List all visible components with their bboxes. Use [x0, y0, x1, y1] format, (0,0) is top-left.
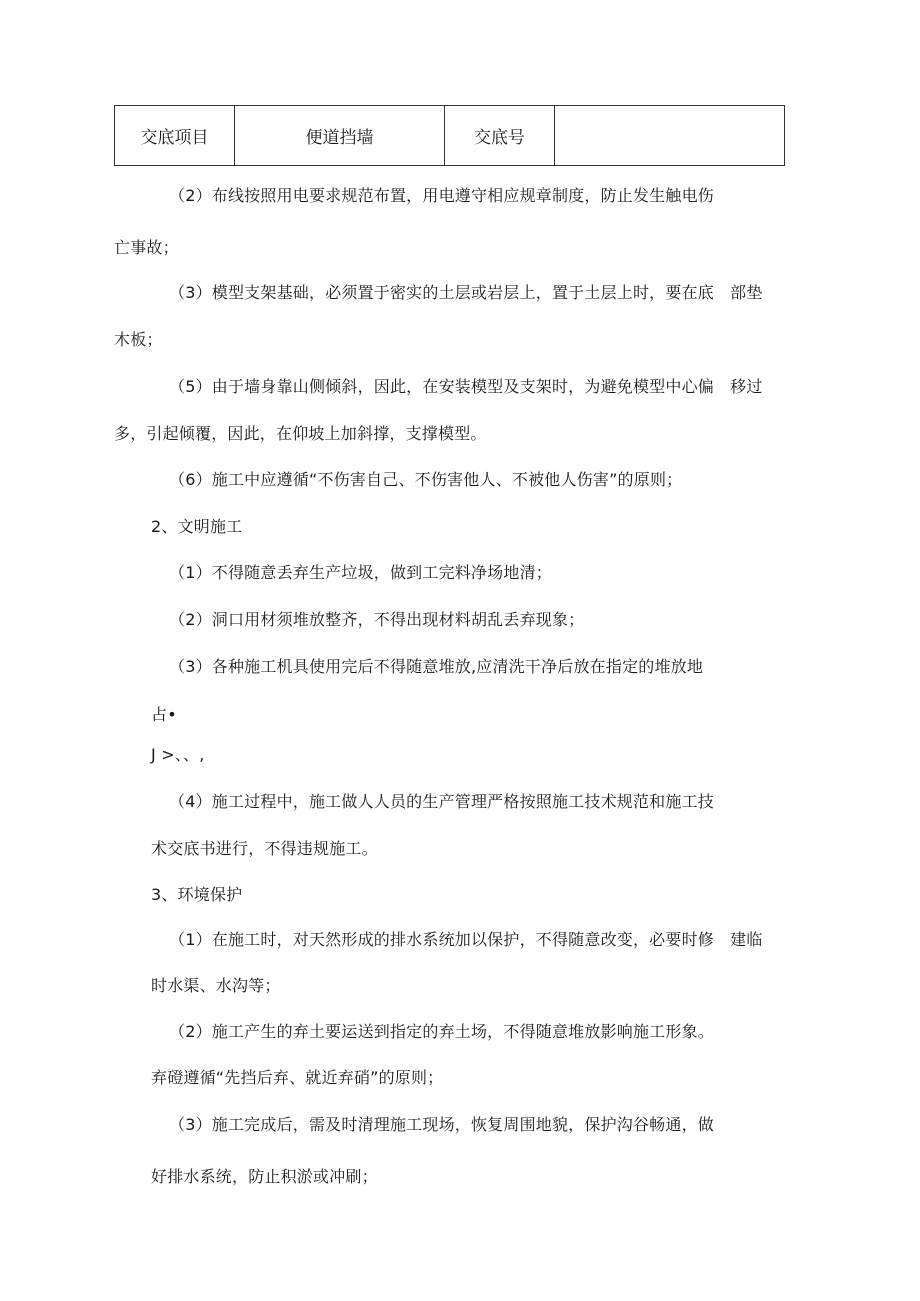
paragraph-line: 弃磴遵循“先挡后弃、就近弃硝”的原则； [151, 1068, 444, 1087]
paragraph-line: （2）施工产生的弃土要运送到指定的弃土场，不得随意堆放影响施工形象。 [169, 1022, 714, 1041]
disclosure-number-label-cell: 交底号 [445, 106, 555, 166]
paragraph-line: J >、、, [151, 745, 205, 764]
paragraph-line: 亡事故； [114, 238, 179, 257]
disclosure-header-table [114, 105, 785, 166]
paragraph-line: （6）施工中应遵循“不伤害自己、不伤害他人、不被他人伤害”的原则； [169, 470, 683, 489]
paragraph-line: （1）在施工时，对天然形成的排水系统加以保护，不得随意改变，必要时修 建临 [169, 930, 763, 949]
project-label-cell: 交底项目 [115, 106, 235, 166]
project-value-cell: 便道挡墙 [235, 106, 445, 166]
paragraph-line: （3）模型支架基础，必须置于密实的土层或岩层上，置于土层上时，要在底 部垫 [169, 283, 763, 302]
disclosure-number-value-cell [555, 106, 785, 166]
paragraph-line: 多，引起倾覆，因此，在仰坡上加斜撑，支撑模型。 [114, 424, 487, 443]
paragraph-line: 术交底书进行，不得违规施工。 [151, 839, 378, 858]
paragraph-line: （5）由于墙身靠山侧倾斜，因此，在安装模型及支架时，为避免模型中心偏 移过 [169, 377, 763, 396]
paragraph-line: 占• [151, 705, 177, 724]
paragraph-line: （2）布线按照用电要求规范布置，用电遵守相应规章制度，防止发生触电伤 [169, 186, 714, 205]
section-heading: 2、文明施工 [151, 517, 243, 536]
paragraph-line: （4）施工过程中，施工做人人员的生产管理严格按照施工技术规范和施工技 [169, 792, 714, 811]
paragraph-line: （2）洞口用材须堆放整齐，不得出现材料胡乱丢弃现象； [169, 610, 585, 629]
paragraph-line: （3）施工完成后，需及时清理施工现场，恢复周围地貌，保护沟谷畅通，做 [169, 1115, 714, 1134]
paragraph-line: 好排水系统，防止积淤或冲刷； [151, 1167, 378, 1186]
paragraph-line: （1）不得随意丢弃生产垃圾，做到工完料净场地清； [169, 563, 552, 582]
paragraph-line: 木板； [114, 330, 163, 349]
section-heading: 3、环境保护 [151, 885, 243, 904]
paragraph-line: （3）各种施工机具使用完后不得随意堆放,应清洗干净后放在指定的堆放地 [169, 657, 704, 676]
paragraph-line: 时水渠、水沟等； [151, 976, 281, 995]
table-row [115, 106, 785, 166]
